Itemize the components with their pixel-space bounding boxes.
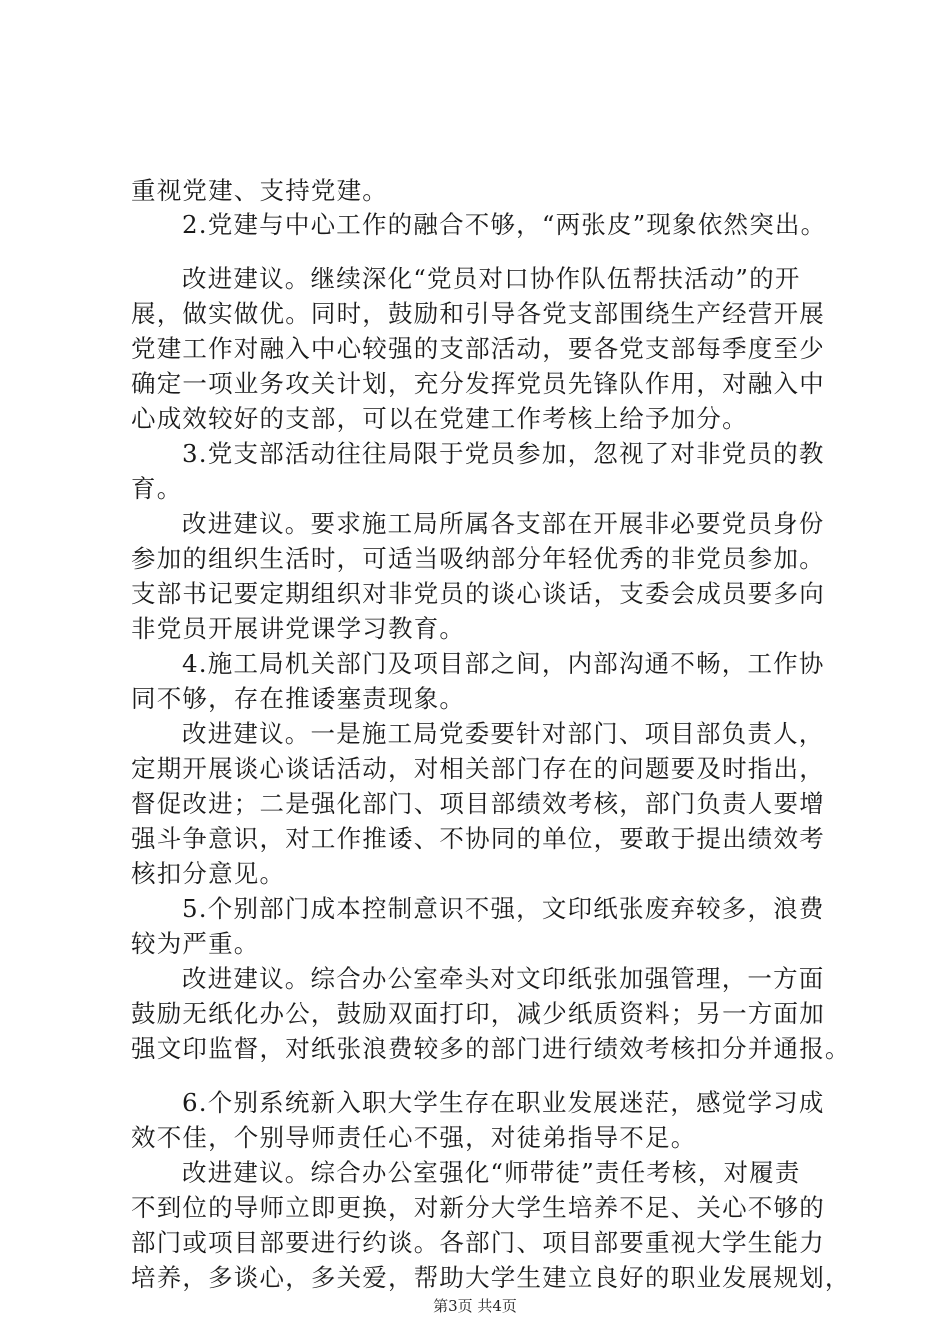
text-line: 重视党建、支持党建。 (131, 176, 388, 205)
text-line: 较为严重。 (131, 929, 260, 958)
text-line: 同不够，存在推诿塞责现象。 (131, 684, 466, 713)
text-line: 培养，多谈心，多关爱，帮助大学生建立良好的职业发展规划， (131, 1263, 851, 1292)
text-line: 效不佳，个别导师责任心不强，对徒弟指导不足。 (131, 1123, 697, 1152)
text-line: 强斗争意识，对工作推诿、不协同的单位，要敢于提出绩效考 (131, 824, 825, 853)
text-line: 改进建议。综合办公室牵头对文印纸张加强管理，一方面 (182, 964, 825, 993)
text-line: 支部书记要定期组织对非党员的谈心谈话，支委会成员要多向 (131, 579, 825, 608)
text-line: 定期开展谈心谈话活动，对相关部门存在的问题要及时指出， (131, 754, 825, 783)
text-line: 心成效较好的支部，可以在党建工作考核上给予加分。 (131, 404, 748, 433)
text-line: 强文印监督，对纸张浪费较多的部门进行绩效考核扣分并通报。 (131, 1034, 851, 1063)
text-line: 改进建议。综合办公室强化“师带徒”责任考核，对履责 (182, 1158, 801, 1187)
text-line: 部门或项目部要进行约谈。各部门、项目部要重视大学生能力 (131, 1228, 825, 1257)
text-line: 4.施工局机关部门及项目部之间，内部沟通不畅，工作协 (182, 649, 825, 678)
text-line: 非党员开展讲党课学习教育。 (131, 614, 466, 643)
text-line: 改进建议。一是施工局党委要针对部门、项目部负责人， (182, 719, 825, 748)
text-line: 育。 (131, 474, 183, 503)
text-line: 展，做实做优。同时，鼓励和引导各党支部围绕生产经营开展 (131, 299, 825, 328)
text-line: 改进建议。要求施工局所属各支部在开展非必要党员身份 (182, 509, 825, 538)
text-line: 参加的组织生活时，可适当吸纳部分年轻优秀的非党员参加。 (131, 544, 825, 573)
text-line: 督促改进；二是强化部门、项目部绩效考核，部门负责人要增 (131, 789, 825, 818)
text-line: 改进建议。继续深化“党员对口协作队伍帮扶活动”的开 (182, 264, 801, 293)
text-line: 3.党支部活动往往局限于党员参加，忽视了对非党员的教 (182, 439, 825, 468)
text-line: 不到位的导师立即更换，对新分大学生培养不足、关心不够的 (131, 1193, 825, 1222)
text-line: 6.个别系统新入职大学生存在职业发展迷茫，感觉学习成 (182, 1088, 825, 1117)
text-line: 确定一项业务攻关计划，充分发挥党员先锋队作用，对融入中 (131, 369, 825, 398)
text-line: 5.个别部门成本控制意识不强，文印纸张废弃较多，浪费 (182, 894, 825, 923)
text-line: 党建工作对融入中心较强的支部活动，要各党支部每季度至少 (131, 334, 825, 363)
text-line: 鼓励无纸化办公，鼓励双面打印，减少纸质资料；另一方面加 (131, 999, 825, 1028)
text-line: 2.党建与中心工作的融合不够，“两张皮”现象依然突出。 (182, 210, 827, 239)
page-number-footer: 第3页 共4页 (433, 1297, 517, 1315)
text-line: 核扣分意见。 (131, 859, 286, 888)
